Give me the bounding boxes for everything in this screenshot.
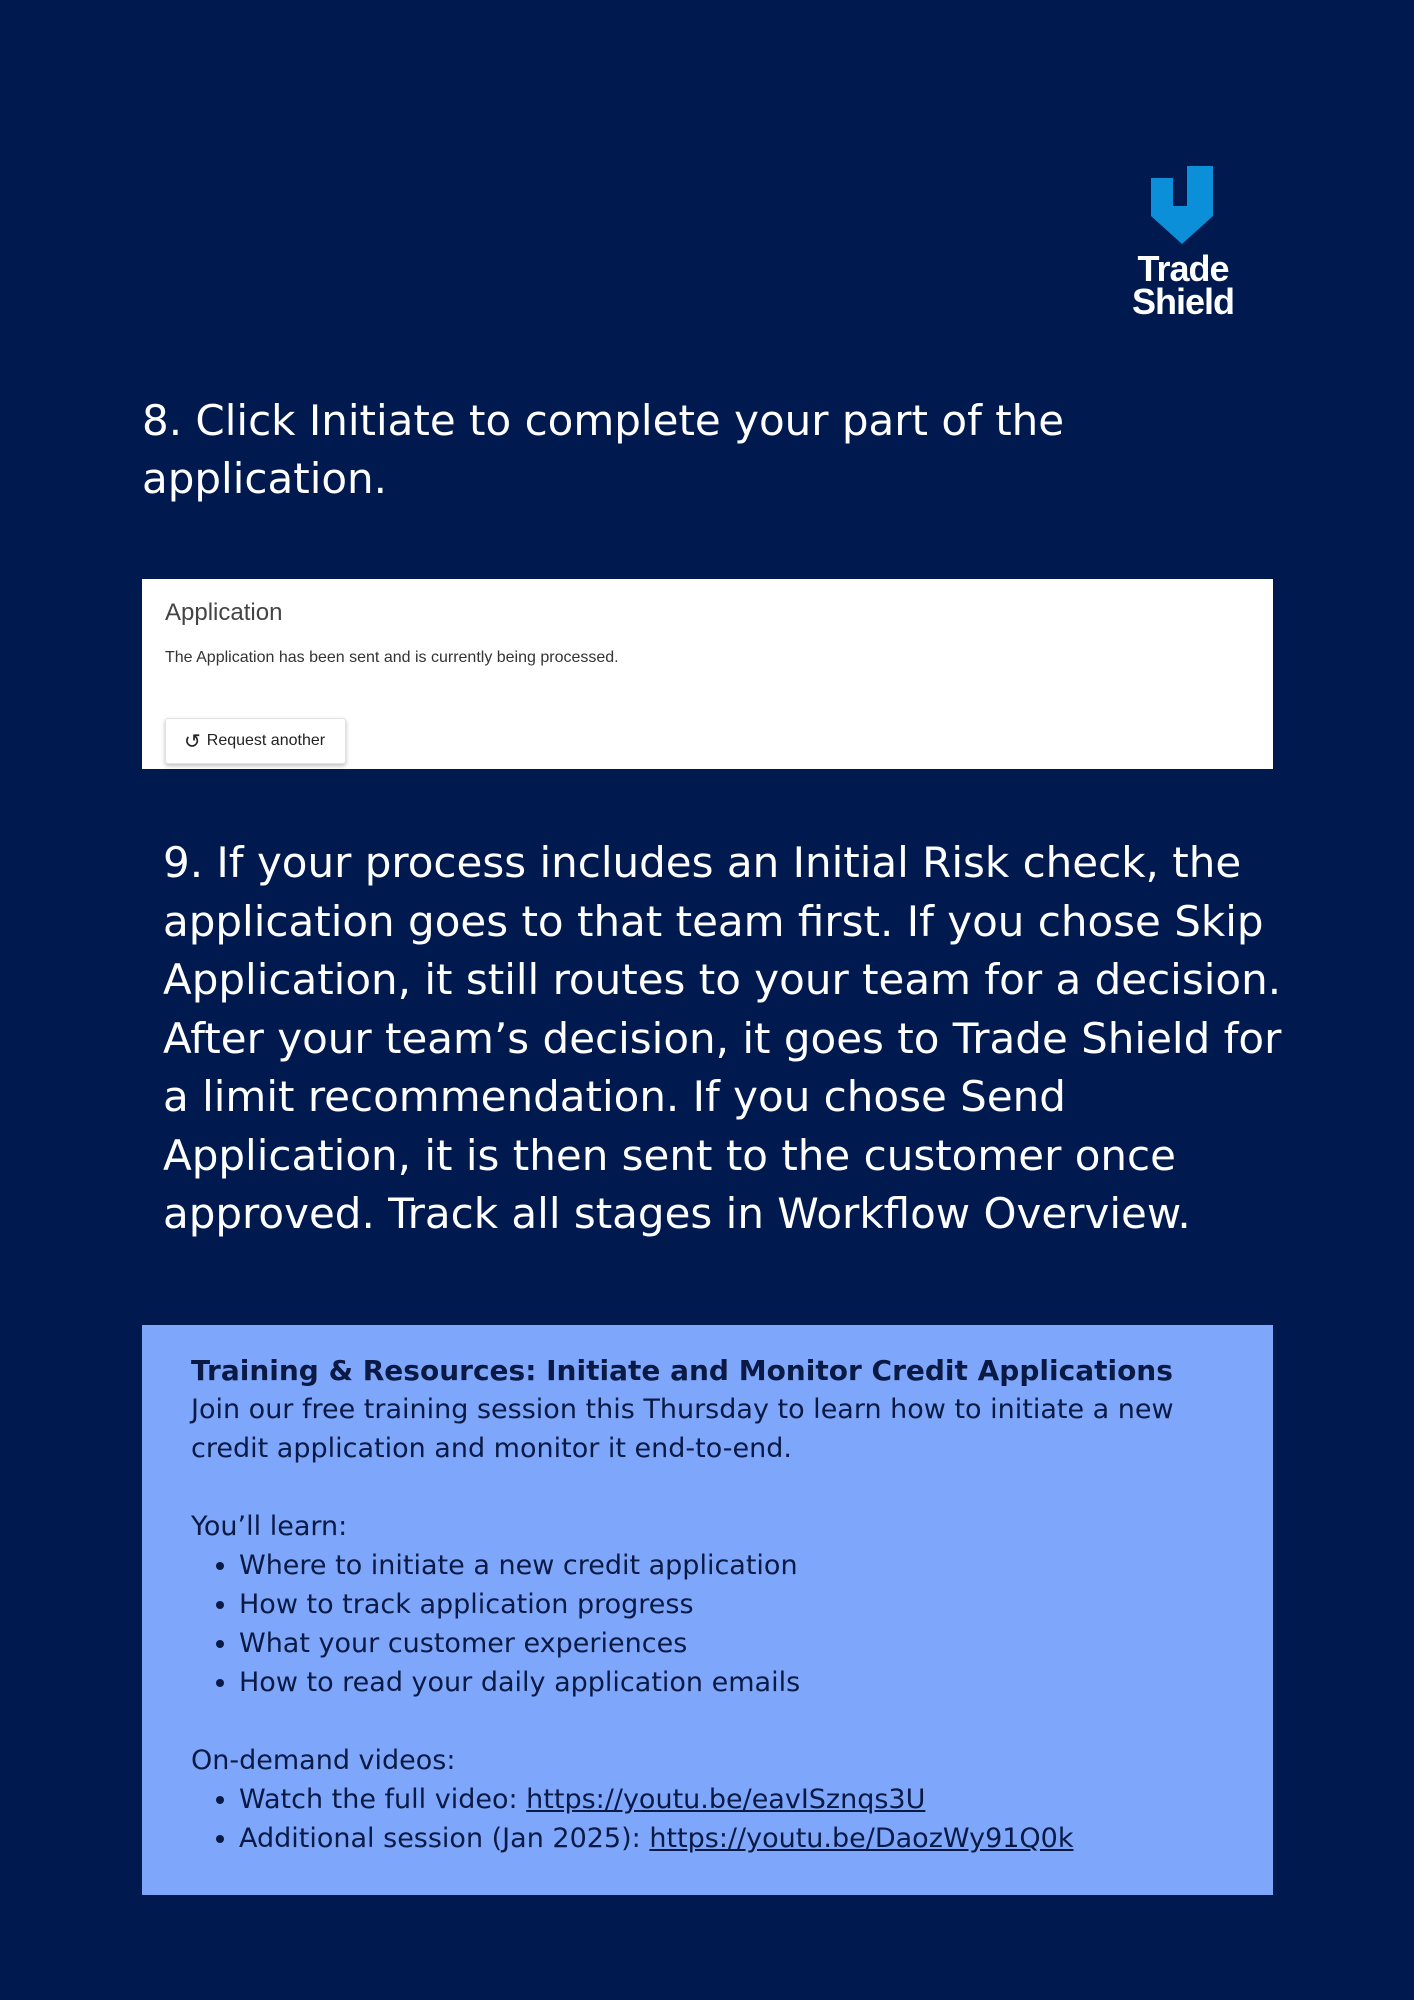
logo-wordmark [1118, 248, 1248, 322]
application-status-screenshot [142, 579, 1273, 769]
video-2-link[interactable]: https://youtu.be/DaozWy91Q0k [649, 1823, 1074, 1854]
video-item-2 [239, 1819, 1233, 1858]
video-2-label: Additional session (Jan 2025): [239, 1823, 650, 1854]
refresh-icon: ↺ [184, 730, 201, 753]
videos-heading: On-demand videos: [191, 1745, 456, 1776]
shield-icon [1151, 166, 1215, 244]
learn-heading: You’ll learn: [191, 1511, 348, 1542]
video-1-label: Watch the full video: [239, 1784, 527, 1815]
resources-title: Training & Resources: Initiate and Monitor Credit Applications [191, 1354, 1173, 1387]
trade-shield-logo [1118, 166, 1248, 322]
list-item: • How to read your daily application emails [239, 1663, 1233, 1702]
videos-list [191, 1780, 1233, 1858]
list-item: • What your customer experiences [239, 1624, 1233, 1663]
training-resources-panel [142, 1325, 1273, 1895]
learn-list [191, 1546, 1233, 1702]
application-title: Application [165, 599, 283, 626]
video-item-1 [239, 1780, 1233, 1819]
step-8-text: 8. Click Initiate to complete your part of the application. [142, 396, 1065, 503]
list-item: • How to track application progress [239, 1585, 1233, 1624]
request-another-label: Request another [206, 732, 326, 749]
resources-intro: Join our free training session this Thursday to learn how to initiate a new credit application and monitor it end-to-end. [191, 1394, 1174, 1464]
request-another-button[interactable] [165, 718, 346, 764]
list-item: • Where to initiate a new credit application [239, 1546, 1233, 1585]
step-9-text: 9. If your process includes an Initial Risk check, the application goes to that team first. If you chose Skip Application, it still routes to your team for a decision. After your team’s decision, it goes to Trade Shield for a limit recommendation. If you chose Send Application, it is then sent to the customer once approved. Track all stages in Workflow Overview. [163, 838, 1282, 1238]
video-1-link[interactable]: https://youtu.be/eavISznqs3U [526, 1784, 926, 1815]
logo-line-1: Trade [1137, 248, 1229, 289]
logo-line-2: Shield [1131, 281, 1235, 322]
application-status-message: The Application has been sent and is currently being processed. [165, 649, 619, 666]
